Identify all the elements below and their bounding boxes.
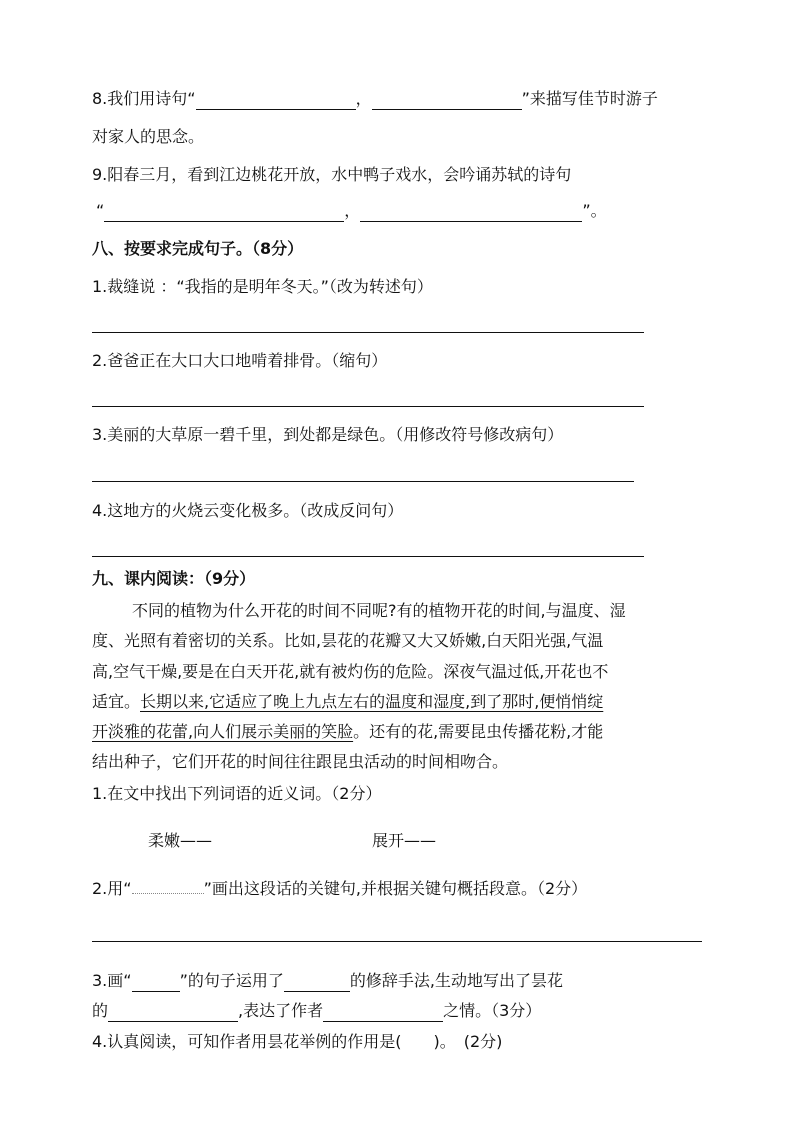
q8-blank-2[interactable]	[372, 91, 522, 110]
q8-comma: ，	[355, 89, 372, 108]
passage-line-4	[92, 691, 603, 713]
passage-line-2: 度、光照有着密切的关系。比如,昙花的花瓣又大又娇嫩,白天阳光强,气温	[92, 631, 604, 650]
q3-blank-rhetoric[interactable]	[284, 973, 350, 992]
underlined-key-sentence: 长期以来,它适应了晚上九点左右的温度和湿度,到了那时,便悄悄绽	[140, 692, 604, 711]
q9-line: 9.阳春三月，看到江边桃花开放，水中鸭子戏水，会吟诵苏轼的诗句	[92, 165, 572, 184]
q2-suffix: ”画出这段话的关键句,并根据关键句概括段意。（2分）	[203, 879, 588, 898]
q8-blank-1[interactable]	[196, 91, 356, 110]
q3-text-e: ,表达了作者	[238, 1001, 324, 1020]
q9-comma: ，	[344, 201, 361, 220]
sec8-answer-line-1[interactable]	[92, 332, 644, 333]
q3-text-c: 的修辞手法,生动地写出了昙花	[349, 971, 563, 990]
passage-line-5	[92, 721, 603, 743]
sec9-question-3	[92, 970, 563, 992]
sec8-item-3: 3.美丽的大草原一碧千里，到处都是绿色。（用修改符号修改病句）	[92, 425, 564, 444]
sec8-item-1: 1.裁缝说 ：“我指的是明年冬天。”（改为转述句）	[92, 277, 433, 296]
sec8-item-2: 2.爸爸正在大口大口地啃着排骨。（缩句）	[92, 351, 388, 370]
q9-blank-2[interactable]	[360, 203, 582, 222]
sec8-answer-line-3[interactable]	[92, 481, 634, 482]
sec9-answer-line[interactable]	[92, 941, 702, 942]
section-8-heading: 八、按要求完成句子。（8分）	[92, 239, 304, 258]
q9-open-quote: “	[96, 201, 105, 220]
passage-line-1: 不同的植物为什么开花的时间不同呢?有的植物开花的时间,与温度、湿	[132, 601, 626, 620]
passage-text: 。还有的花,需要昆虫传播花粉,才能	[353, 722, 604, 741]
synonym-prompt-1: 柔嫩——	[148, 831, 213, 850]
q3-blank-emotion[interactable]	[323, 1003, 443, 1022]
q3-symbol-blank	[132, 973, 180, 992]
sec9-question-4: 4.认真阅读，可知作者用昙花举例的作用是( )。 (2分)	[92, 1032, 503, 1051]
q3-blank-feature[interactable]	[108, 1003, 238, 1022]
synonym-prompt-2: 展开——	[372, 831, 437, 850]
sec9-question-3-cont	[92, 1000, 541, 1022]
wavy-line-symbol	[132, 883, 204, 894]
sec8-answer-line-2[interactable]	[92, 406, 644, 407]
sec9-question-2	[92, 878, 587, 900]
sec8-item-4: 4.这地方的火烧云变化极多。（改成反问句）	[92, 501, 404, 520]
q3-text-a: 3.画“	[92, 971, 132, 990]
passage-line-6: 结出种子，它们开花的时间往往跟昆虫活动的时间相吻合。	[92, 752, 509, 771]
passage-line-3: 高,空气干燥,要是在白天开花,就有被灼伤的危险。深夜气温过低,开花也不	[92, 662, 609, 681]
passage-text: 适宜。	[92, 692, 141, 711]
sec9-question-1: 1.在文中找出下列词语的近义词。（2分）	[92, 784, 382, 803]
q9-blank-1[interactable]	[104, 203, 344, 222]
q8-line	[92, 88, 658, 110]
q3-text-f: 之情。（3分）	[443, 1001, 542, 1020]
q9-close-quote: ”。	[582, 201, 607, 220]
q8-continuation: 对家人的思念。	[92, 127, 205, 146]
section-9-heading: 九、课内阅读：（9分）	[92, 569, 256, 588]
sec8-answer-line-4[interactable]	[92, 556, 644, 557]
q8-prefix: 8.我们用诗句“	[92, 89, 196, 108]
q2-prefix: 2.用“	[92, 879, 132, 898]
q3-text-b: ”的句子运用了	[179, 971, 284, 990]
q8-suffix: ”来描写佳节时游子	[521, 89, 658, 108]
underlined-key-sentence-cont: 开淡雅的花蕾,向人们展示美丽的笑脸	[92, 722, 354, 741]
q9-blanks-line	[96, 200, 607, 222]
q3-text-d: 的	[92, 1001, 109, 1020]
